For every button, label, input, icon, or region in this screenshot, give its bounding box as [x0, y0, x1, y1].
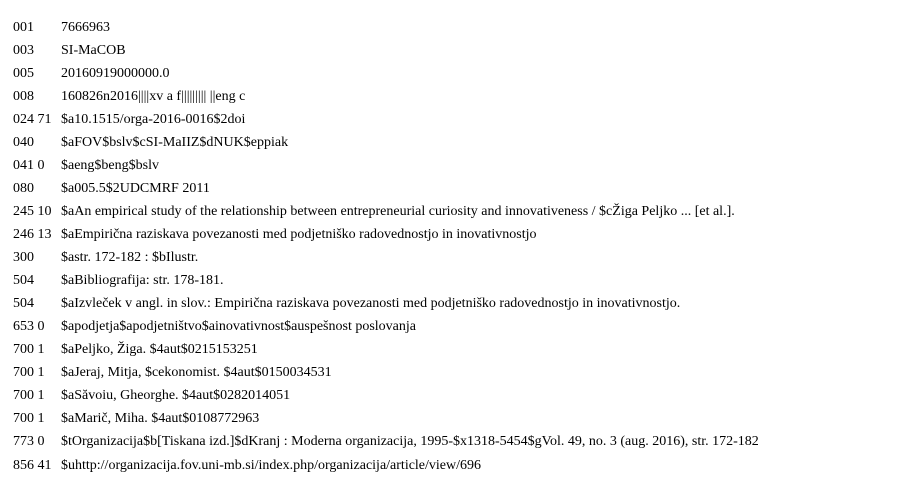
field-tag: 773 0: [13, 434, 45, 449]
field-content: $aAn empirical study of the relationship between entrepreneurial curiosity and innovativeness / $cŽiga Peljko ... [et al.].: [61, 204, 735, 219]
field-tag: 040: [13, 135, 34, 150]
field-tag: 700 1: [13, 411, 45, 426]
field-tag: 080: [13, 181, 34, 196]
field-tag: 504: [13, 296, 34, 311]
field-tag: 700 1: [13, 365, 45, 380]
field-content: $aFOV$bslv$cSI-MaIIZ$dNUK$eppiak: [61, 135, 289, 150]
field-tag: 024 71: [13, 112, 52, 127]
field-tag: 003: [13, 43, 34, 58]
field-tag: 041 0: [13, 158, 45, 173]
field-tag: 008: [13, 89, 34, 104]
field-content: $aEmpirična raziskava povezanosti med podjetniško radovednostjo in inovativnostjo: [61, 227, 537, 242]
field-tag: 245 10: [13, 204, 52, 219]
field-content: 20160919000000.0: [61, 66, 170, 81]
field-content: $aBibliografija: str. 178-181.: [61, 273, 224, 288]
field-content: $aSăvoiu, Gheorghe. $4aut$0282014051: [61, 388, 291, 403]
field-content: $aPeljko, Žiga. $4aut$0215153251: [61, 342, 258, 357]
field-content: $aMarič, Miha. $4aut$0108772963: [61, 411, 260, 426]
field-content: $a10.1515/orga-2016-0016$2doi: [61, 112, 246, 127]
field-content: $astr. 172-182 : $bIlustr.: [61, 250, 199, 265]
field-tag: 856 41: [13, 458, 52, 473]
field-content: 160826n2016||||xv a f||||||||| ||eng c: [61, 89, 246, 104]
field-tag: 005: [13, 66, 34, 81]
field-tag: 653 0: [13, 319, 45, 334]
field-content: $tOrganizacija$b[Tiskana izd.]$dKranj : Moderna organizacija, 1995-$x1318-5454$gVol. 49, no. 3 (aug. 2016), str. 172-182: [61, 434, 759, 449]
field-content: $uhttp://organizacija.fov.uni-mb.si/index.php/organizacija/article/view/696: [61, 458, 482, 473]
field-content: $aIzvleček v angl. in slov.: Empirična raziskava povezanosti med podjetniško radovednostjo in inovativnostjo.: [61, 296, 681, 311]
field-content: $aeng$beng$bslv: [61, 158, 159, 173]
field-tag: 700 1: [13, 342, 45, 357]
field-content: $apodjetja$apodjetništvo$ainovativnost$auspešnost poslovanja: [61, 319, 416, 334]
field-content: SI-MaCOB: [61, 43, 126, 58]
field-content: $aJeraj, Mitja, $cekonomist. $4aut$0150034531: [61, 365, 332, 380]
field-tag: 700 1: [13, 388, 45, 403]
field-tag: 504: [13, 273, 34, 288]
field-tag: 001: [13, 20, 34, 35]
field-tag: 246 13: [13, 227, 52, 242]
field-content: $a005.5$2UDCMRF 2011: [61, 181, 210, 196]
field-tag: 300: [13, 250, 34, 265]
field-content: 7666963: [61, 20, 110, 35]
